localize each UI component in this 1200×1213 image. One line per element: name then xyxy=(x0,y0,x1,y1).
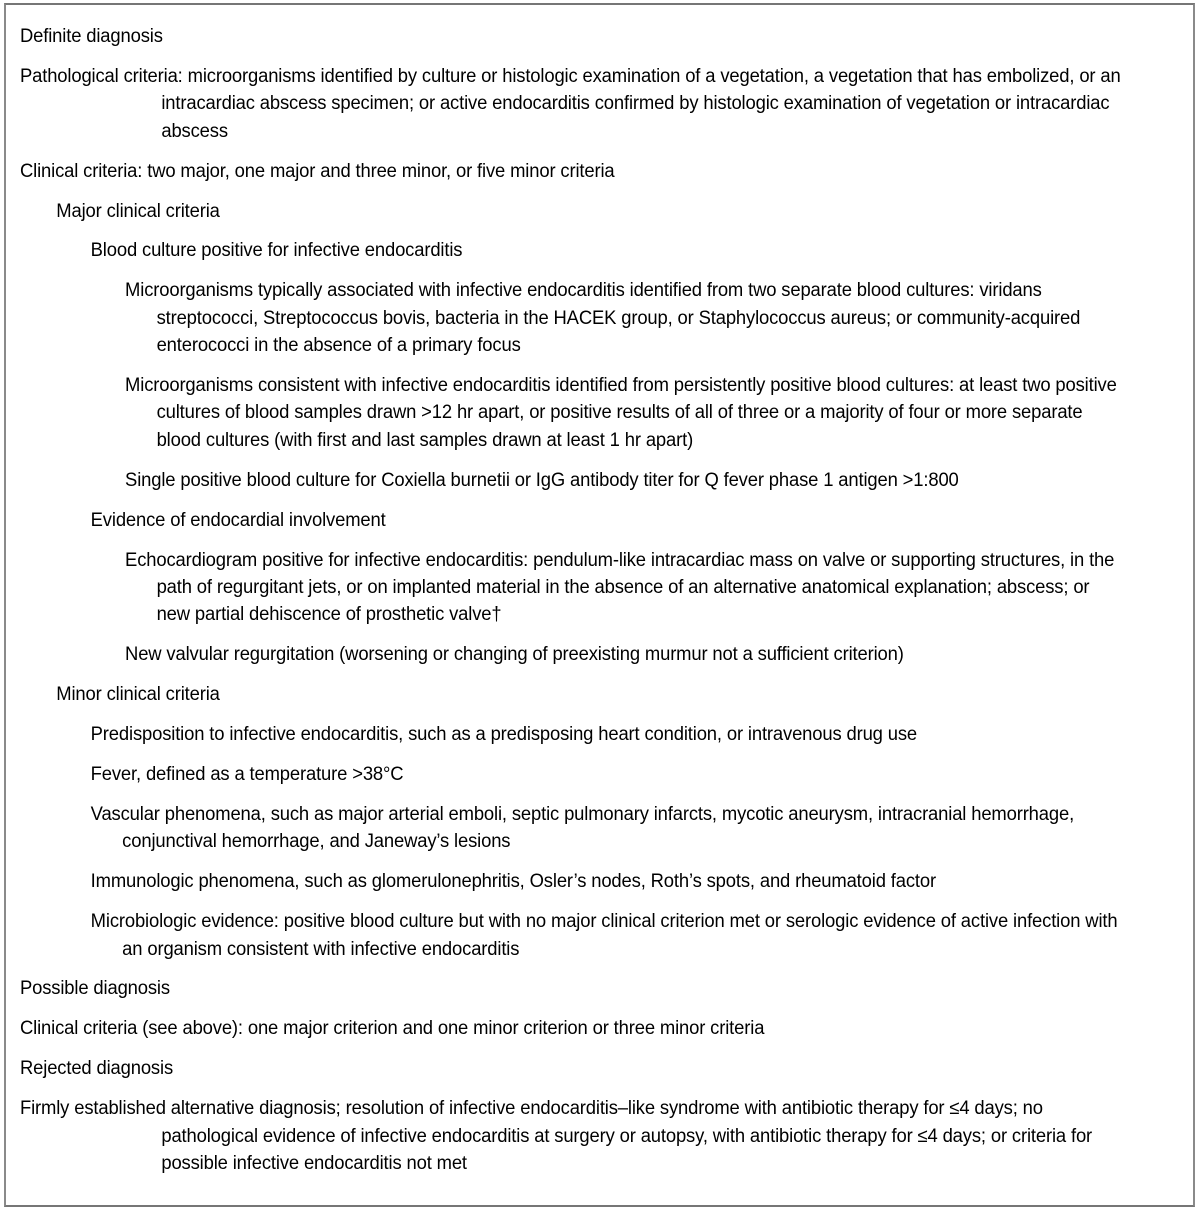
criteria-row-rejected-diagnosis-heading: Rejected diagnosis xyxy=(20,1058,174,1080)
criteria-row-pathological-criteria: Pathological criteria: microorganisms identified by culture or histologic examination of a vegetation, a vegetation that has embolized, or an intracardiac abscess specimen; or active endocarditis confirmed by histologic examination of vegetation or intracardiac abscess xyxy=(20,65,1121,142)
criteria-row-clinical-criteria-summary: Clinical criteria: two major, one major and three minor, or five minor criteria xyxy=(20,160,615,182)
criteria-row-evidence-endocardial-involvement-heading: Evidence of endocardial involvement xyxy=(90,509,386,531)
criteria-row-immunologic-phenomena: Immunologic phenomena, such as glomerulonephritis, Osler’s nodes, Roth’s spots, and rheumatoid factor xyxy=(90,871,936,893)
criteria-row-microbiologic-evidence: Microbiologic evidence: positive blood culture but with no major clinical criterion met or serologic evidence of active infection with an organism consistent with infective endocarditis xyxy=(90,911,1118,960)
criteria-row-predisposition: Predisposition to infective endocarditis, such as a predisposing heart condition, or intravenous drug use xyxy=(90,724,918,746)
criteria-row-definite-diagnosis-heading: Definite diagnosis xyxy=(20,26,163,47)
criteria-row-possible-clinical-criteria: Clinical criteria (see above): one major criterion and one minor criterion or three minor criteria xyxy=(20,1018,765,1040)
criteria-row-new-valvular-regurgitation: New valvular regurgitation (worsening or changing of preexisting murmur not a sufficient criterion) xyxy=(125,644,904,666)
criteria-row-microorganisms-typically-associated: Microorganisms typically associated with infective endocarditis identified from two separate blood cultures: viridans streptococci, Streptococcus bovis, bacteria in the HACEK group, or Staphylococcus aureus; or community-acquired enterococci in the absence of a primary focus xyxy=(125,280,1081,357)
criteria-row-major-clinical-criteria-heading: Major clinical criteria xyxy=(56,200,220,222)
criteria-row-rejected-criteria: Firmly established alternative diagnosis; resolution of infective endocarditis–like syndrome with antibiotic therapy for ≤4 days; no pathological evidence of infective endocarditis at surgery or autopsy, with antibiotic therapy for ≤4 days; or criteria for possible infective endocarditis not met xyxy=(20,1098,1093,1174)
criteria-row-blood-culture-positive-heading: Blood culture positive for infective endocarditis xyxy=(90,240,463,262)
criteria-row-single-positive-coxiella: Single positive blood culture for Coxiella burnetii or IgG antibody titer for Q fever phase 1 antigen >1:800 xyxy=(125,469,959,491)
criteria-row-vascular-phenomena: Vascular phenomena, such as major arterial emboli, septic pulmonary infarcts, mycotic aneurysm, intracranial hemorrhage, conjunctival hemorrhage, and Janeway’s lesions xyxy=(90,803,1075,853)
criteria-row-possible-diagnosis-heading: Possible diagnosis xyxy=(20,978,170,1000)
criteria-row-echocardiogram-positive: Echocardiogram positive for infective endocarditis: pendulum-like intracardiac mass on valve or supporting structures, in the path of regurgitant jets, or on implanted material in the absence of an alternative anatomical explanation; abscess; or new partial dehiscence of prosthetic valve† xyxy=(125,549,1115,626)
criteria-row-fever: Fever, defined as a temperature >38°C xyxy=(90,764,404,786)
criteria-row-microorganisms-consistent-persistently-positive: Microorganisms consistent with infective endocarditis identified from persistently positive blood cultures: at least two positive cultures of blood samples drawn >12 hr apart, or positive results of all of three or a majority of four or more separate blood cultures (with first and last samples drawn at least 1 hr apart) xyxy=(125,375,1117,451)
criteria-row-list xyxy=(6,5,1193,1187)
criteria-table-container xyxy=(4,3,1195,1207)
criteria-row-minor-clinical-criteria-heading: Minor clinical criteria xyxy=(56,684,220,706)
